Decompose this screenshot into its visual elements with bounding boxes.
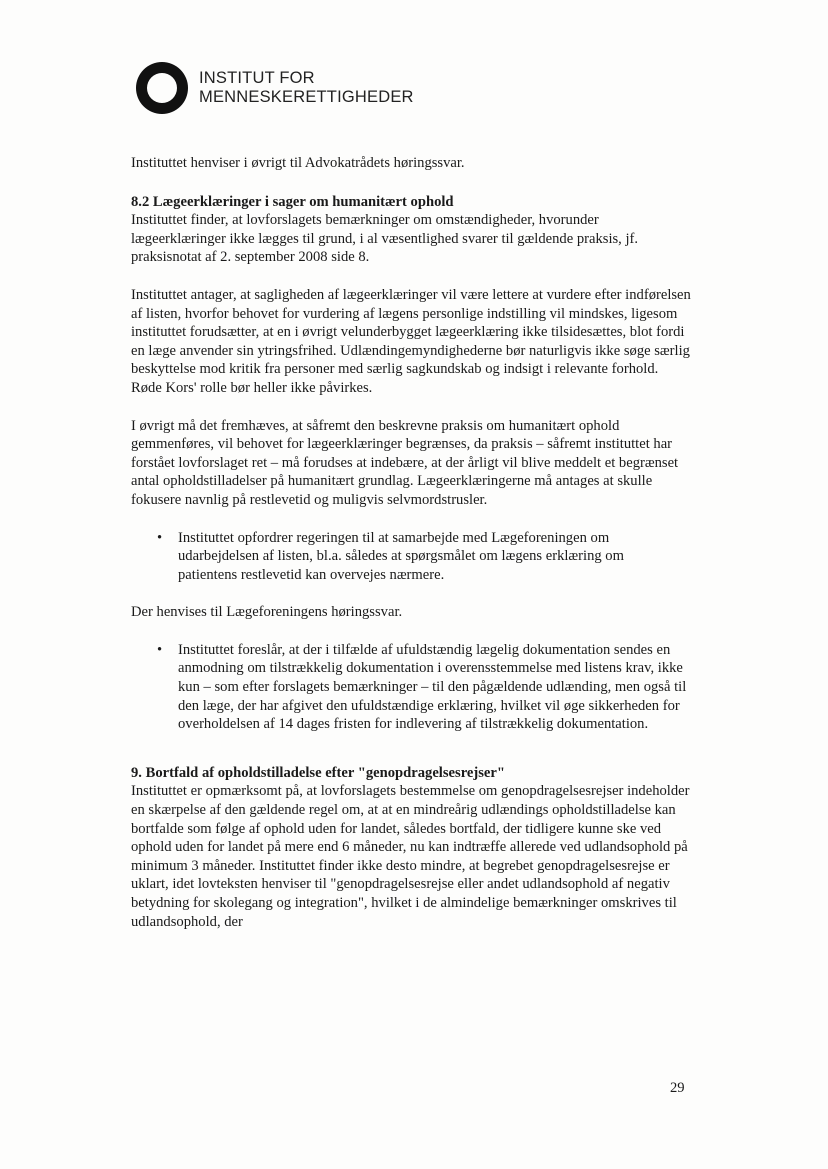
section-8-2-paragraph-2: Instituttet antager, at sagligheden af lægeerklæringer vil være lettere at vurdere efter indførelsen af listen, hvorfor behovet for vurdering af lægens personlige indstilling vil mindskes, ligesom instituttet forudsætter, at en i øvrigt velunderbygget lægeerklæring ikke tilsidesættes, blot fordi en læge anvender sin ytringsfrihed. Udlændingemyndighederne bør naturligvis ikke søge særlig beskyttelse mod kritik fra personer med særlig sagkundskab og indsigt i relevante forhold. Røde Kors' rolle bør heller ikke påvirkes. xyxy=(131,286,691,396)
bullet-icon: • xyxy=(157,641,163,658)
bullet-item-1 xyxy=(131,529,691,585)
bullet-icon: • xyxy=(157,529,163,546)
bullet-item-2-text: Instituttet foreslår, at der i tilfælde af ufuldstændig lægelig dokumentation sendes en anmodning om tilstrækkelig dokumentation i overensstemmelse med listens krav, ikke kun – som efter forslagets bemærkninger – til den pågældende udlænding, men også til den læge, der har afgivet den ufuldstændige erklæring, hvilket vil øge sikkerheden for overholdelsen af 14 dages fristen for indlevering af tilstrækkelig dokumentation. xyxy=(178,641,687,733)
intro-paragraph: Instituttet henviser i øvrigt til Advokatrådets høringssvar. xyxy=(131,155,465,171)
section-8-2-heading: 8.2 Lægeerklæringer i sager om humanitært ophold xyxy=(131,193,454,210)
bullet-item-2 xyxy=(131,641,691,734)
logo-text xyxy=(199,69,414,107)
section-8-2-paragraph-1: Instituttet finder, at lovforslagets bemærkninger om omstændigheder, hvorunder lægeerklæringer ikke lægges til grund, i al væsentlighed svarer til gældende praksis, jf. praksisnotat af 2. september 2008 side 8. xyxy=(131,212,639,266)
document-body xyxy=(131,154,691,931)
section-9-paragraph-1: Instituttet er opmærksomt på, at lovforslagets bestemmelse om genopdragelsesrejser indeholder en skærpelse af den gældende regel om, at at en mindreårig udlændings opholdstilladelse kan bortfalde som følge af ophold uden for landet, således bortfald, der tidligere kunne ske ved ophold uden for landet på mere end 6 måneder, nu kan indtræffe allerede ved udlandsophold på minimum 3 måneder. Instituttet finder ikke desto mindre, at begrebet genopdragelsesrejse er uklart, idet lovteksten henviser til "genopdragelsesrejse eller andet udlandsophold af negativ betydning for skolegang og integration", hvilket i de almindelige bemærkninger omskrives til udlandsophold, der xyxy=(131,783,690,930)
section-8-2-paragraph-3: I øvrigt må det fremhæves, at såfremt den beskrevne praksis om humanitært ophold gemmenføres, vil behovet for lægeerklæringer begrænses, da praksis – såfremt instituttet har forstået lovforslaget ret – må forudses at indebære, at der årligt vil blive meddelt et begrænset antal opholdstilladelser på humanitært grundlag. Lægeerklæringerne må antages at skulle fokusere navnlig på restlevetid og muligvis selvmordstrusler. xyxy=(131,417,679,508)
circle-logo-icon xyxy=(134,60,190,116)
section-9-heading: 9. Bortfald af opholdstilladelse efter "genopdragelsesrejser" xyxy=(131,764,505,781)
institute-logo xyxy=(134,60,414,116)
section-8-2-paragraph-4: Der henvises til Lægeforeningens høringssvar. xyxy=(131,604,403,621)
bullet-item-1-text: Instituttet opfordrer regeringen til at samarbejde med Lægeforeningen om udarbejdelsen af listen, bl.a. således at spørgsmålet om lægens erklæring om patientens restlevetid kan overvejes nærmere. xyxy=(178,529,624,583)
logo-line-1: INSTITUT FOR xyxy=(199,69,315,87)
page-number: 29 xyxy=(670,1080,685,1096)
logo-line-2: MENNESKERETTIGHEDER xyxy=(199,88,414,106)
